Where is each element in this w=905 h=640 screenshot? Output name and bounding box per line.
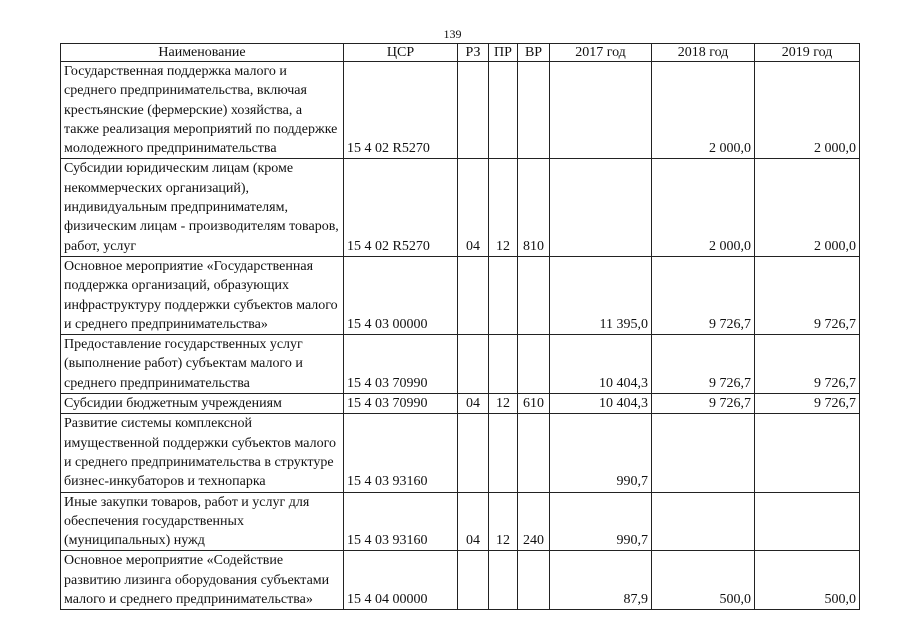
- row-rz: 04: [458, 492, 489, 551]
- row-2019: [755, 414, 860, 492]
- table-row: [61, 414, 860, 492]
- budget-table: [60, 43, 860, 610]
- row-pr: 12: [489, 492, 518, 551]
- row-vr: [518, 335, 550, 394]
- row-2017: 990,7: [550, 492, 652, 551]
- row-name: Субсидии бюджетным учреждениям: [61, 394, 344, 414]
- row-name: Иные закупки товаров, работ и услуг для обеспечения государственных (муниципальных) нужд: [61, 492, 344, 551]
- row-2019: 2 000,0: [755, 159, 860, 256]
- row-2017: 990,7: [550, 414, 652, 492]
- row-2017: 87,9: [550, 551, 652, 610]
- header-name: Наименование: [61, 44, 344, 62]
- row-csr: 15 4 03 93160: [344, 492, 458, 551]
- row-2018: 9 726,7: [652, 256, 755, 334]
- row-csr: 15 4 03 70990: [344, 335, 458, 394]
- table-row: [61, 62, 860, 159]
- row-name: Развитие системы комплексной имущественной поддержки субъектов малого и среднего предпринимательства в структуре бизнес-инкубаторов и технопарка: [61, 414, 344, 492]
- row-csr: 15 4 03 00000: [344, 256, 458, 334]
- row-csr: 15 4 02 R5270: [344, 159, 458, 256]
- row-2018: 2 000,0: [652, 159, 755, 256]
- header-vr: ВР: [518, 44, 550, 62]
- row-name: Основное мероприятие «Государственная поддержка организаций, образующих инфраструктуру поддержки субъектов малого и среднего предпринимательства»: [61, 256, 344, 334]
- row-2018: 500,0: [652, 551, 755, 610]
- row-2017: 10 404,3: [550, 335, 652, 394]
- row-pr: [489, 256, 518, 334]
- header-pr: ПР: [489, 44, 518, 62]
- row-vr: [518, 256, 550, 334]
- row-rz: 04: [458, 159, 489, 256]
- row-pr: 12: [489, 394, 518, 414]
- row-pr: 12: [489, 159, 518, 256]
- row-2017: [550, 159, 652, 256]
- row-2018: 9 726,7: [652, 394, 755, 414]
- row-2018: [652, 414, 755, 492]
- row-rz: [458, 335, 489, 394]
- header-2019: 2019 год: [755, 44, 860, 62]
- row-pr: [489, 414, 518, 492]
- table-row: [61, 256, 860, 334]
- row-rz: [458, 551, 489, 610]
- row-name: Предоставление государственных услуг (выполнение работ) субъектам малого и среднего предпринимательства: [61, 335, 344, 394]
- row-csr: 15 4 03 70990: [344, 394, 458, 414]
- row-rz: 04: [458, 394, 489, 414]
- row-vr: 810: [518, 159, 550, 256]
- row-csr: 15 4 04 00000: [344, 551, 458, 610]
- table-row: [61, 492, 860, 551]
- row-vr: [518, 62, 550, 159]
- row-2019: [755, 492, 860, 551]
- page-number: 139: [443, 27, 462, 41]
- row-rz: [458, 62, 489, 159]
- row-name: Субсидии юридическим лицам (кроме некоммерческих организаций), индивидуальным предпринимателям, физическим лицам - производителям товаров, работ, услуг: [61, 159, 344, 256]
- row-2019: 9 726,7: [755, 335, 860, 394]
- row-pr: [489, 335, 518, 394]
- row-rz: [458, 256, 489, 334]
- table-row: [61, 159, 860, 256]
- row-vr: 610: [518, 394, 550, 414]
- header-2017: 2017 год: [550, 44, 652, 62]
- row-name: Основное мероприятие «Содействие развитию лизинга оборудования субъектами малого и среднего предпринимательства»: [61, 551, 344, 610]
- row-2018: 9 726,7: [652, 335, 755, 394]
- row-2018: 2 000,0: [652, 62, 755, 159]
- header-2018: 2018 год: [652, 44, 755, 62]
- table-row: [61, 394, 860, 414]
- row-csr: 15 4 02 R5270: [344, 62, 458, 159]
- row-pr: [489, 551, 518, 610]
- row-2017: 11 395,0: [550, 256, 652, 334]
- row-2019: 2 000,0: [755, 62, 860, 159]
- row-pr: [489, 62, 518, 159]
- row-csr: 15 4 03 93160: [344, 414, 458, 492]
- row-vr: 240: [518, 492, 550, 551]
- row-rz: [458, 414, 489, 492]
- row-2019: 500,0: [755, 551, 860, 610]
- row-name: Государственная поддержка малого и среднего предпринимательства, включая крестьянские (фермерские) хозяйства, а также реализация мероприятий по поддержке молодежного предпринимательства: [61, 62, 344, 159]
- row-vr: [518, 551, 550, 610]
- table-row: [61, 551, 860, 610]
- row-2018: [652, 492, 755, 551]
- table-row: [61, 335, 860, 394]
- row-2019: 9 726,7: [755, 256, 860, 334]
- row-2017: [550, 62, 652, 159]
- row-2017: 10 404,3: [550, 394, 652, 414]
- table-header-row: [61, 44, 860, 62]
- header-rz: РЗ: [458, 44, 489, 62]
- row-2019: 9 726,7: [755, 394, 860, 414]
- header-csr: ЦСР: [344, 44, 458, 62]
- row-vr: [518, 414, 550, 492]
